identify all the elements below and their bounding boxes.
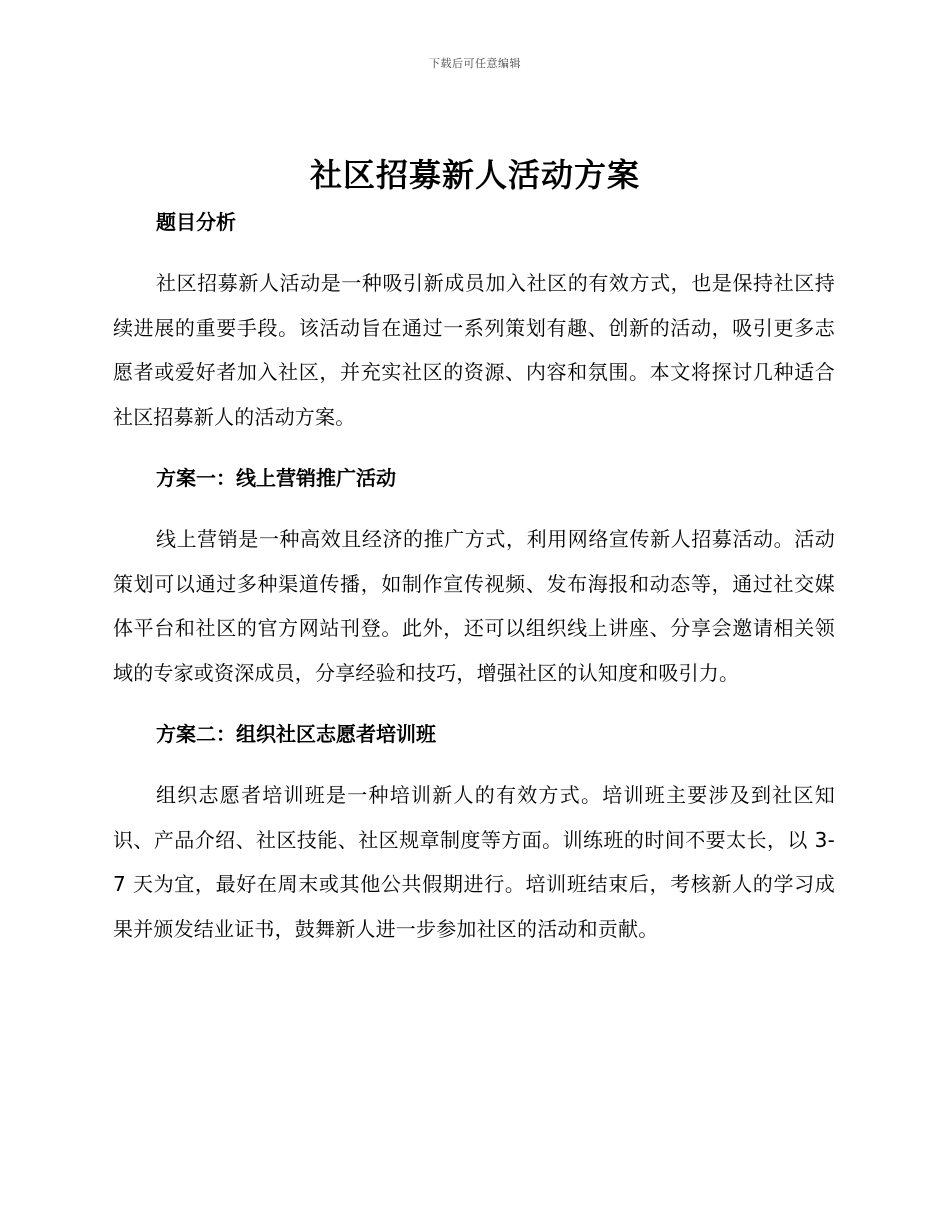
section-paragraph-plan-two: 组织志愿者培训班是一种培训新人的有效方式。培训班主要涉及到社区知识、产品介绍、社区技能、社区规章制度等方面。训练班的时间不要太长，以 3-7 天为宜，最好在周末或其他公共假期进行。培训班结束后，考核新人的学习成果并颁发结业证书，鼓舞新人进一步参加社区的活动和贡献。 — [113, 783, 835, 941]
section-paragraph-plan-one: 线上营销是一种高效且经济的推广方式，利用网络宣传新人招募活动。活动策划可以通过多种渠道传播，如制作宣传视频、发布海报和动态等，通过社交媒体平台和社区的官方网站刊登。此外，还可以组织线上讲座、分享会邀请相关领域的专家或资深成员，分享经验和技巧，增强社区的认知度和吸引力。 — [113, 527, 835, 685]
section-paragraph-analysis: 社区招募新人活动是一种吸引新成员加入社区的有效方式，也是保持社区持续进展的重要手段。该活动旨在通过一系列策划有趣、创新的活动，吸引更多志愿者或爱好者加入社区，并充实社区的资源、内容和氛围。本文将探讨几种适合社区招募新人的活动方案。 — [113, 271, 835, 429]
section-heading-analysis: 题目分析 — [156, 210, 236, 234]
page-header-note: 下载后可任意编辑 — [429, 57, 521, 70]
document-title: 社区招募新人活动方案 — [309, 156, 640, 194]
document-body — [113, 205, 835, 951]
section-heading-plan-one: 方案一：线上营销推广活动 — [156, 466, 396, 490]
section-heading-plan-two: 方案二：组织社区志愿者培训班 — [156, 722, 436, 746]
